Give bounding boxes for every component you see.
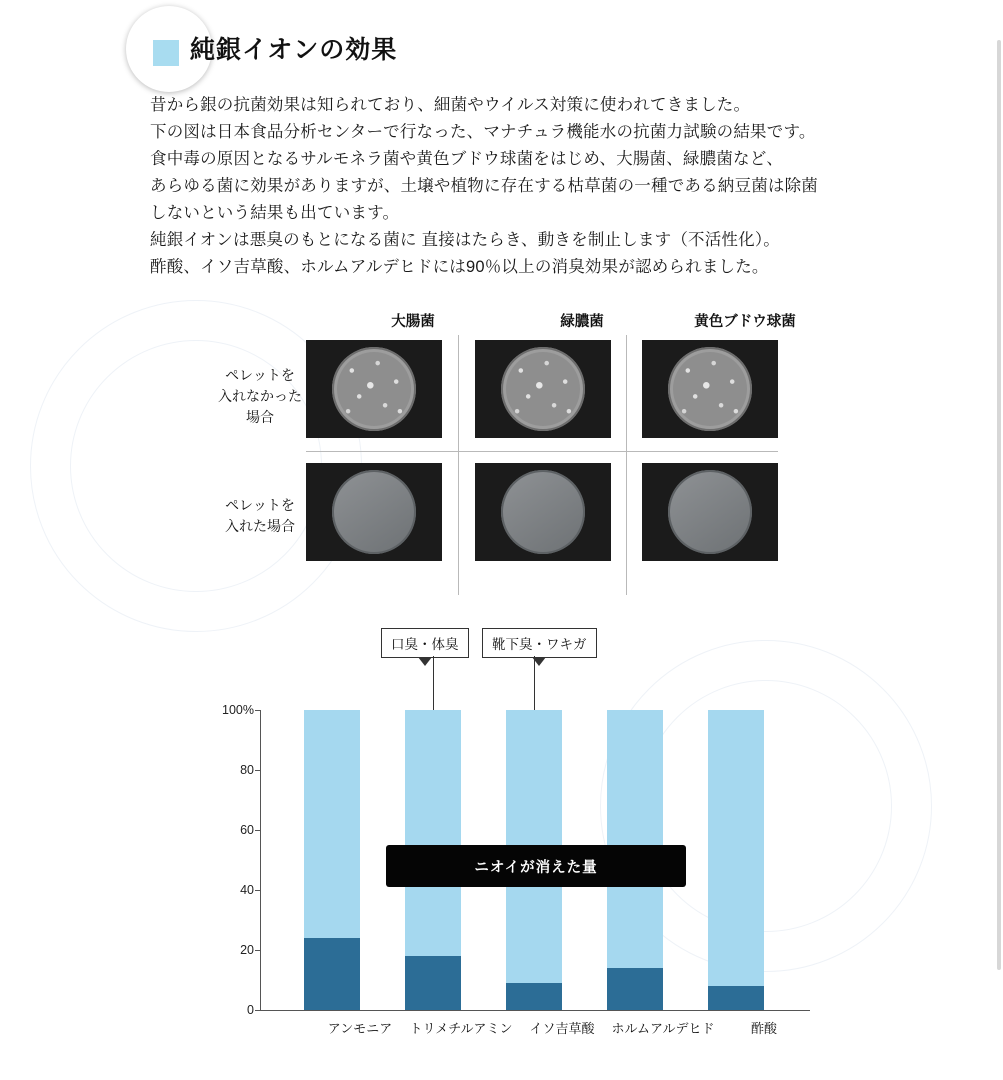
row-label-line: 場合	[246, 409, 274, 425]
chart-bar-segment-remaining	[607, 968, 663, 1010]
copy-line: 純銀イオンは悪臭のもとになる菌に 直接はたらき、動きを制止します（不活性化）。	[150, 231, 780, 249]
chart-y-tick-label: 40	[240, 883, 254, 897]
column-header-ecoli: 大腸菌	[391, 314, 435, 330]
annotation-leader-line	[433, 656, 434, 710]
petri-photo-pseudomonas-treated	[475, 463, 611, 561]
petri-photo-staph-untreated	[642, 340, 778, 438]
copy-line: 食中毒の原因となるサルモネラ菌や黄色ブドウ球菌をはじめ、大腸菌、緑膿菌など、	[150, 150, 784, 168]
chart-y-tick-mark	[255, 1010, 260, 1011]
copy-line: 下の図は日本食品分析センターで行なった、マナチュラ機能水の抗菌力試験の結果です。	[150, 123, 816, 141]
row-label-line: ペレットを	[225, 367, 295, 383]
petri-photo-ecoli-treated	[306, 463, 442, 561]
chart-callout-banner-label: ニオイが消えた量	[474, 859, 598, 876]
column-header-pseudomonas: 緑膿菌	[560, 314, 604, 330]
body-copy	[150, 92, 880, 281]
copy-line: 酢酸、イソ吉草酸、ホルムアルデヒドには90％以上の消臭効果が認められました。	[150, 258, 769, 276]
deodorization-bar-chart	[190, 620, 830, 1050]
chart-annotation-foot-odor	[482, 628, 597, 658]
chart-y-tick-mark	[255, 890, 260, 891]
chart-y-tick-label: 20	[240, 943, 254, 957]
scrollbar[interactable]	[997, 40, 1001, 970]
grid-divider	[626, 335, 627, 595]
row-label-line: ペレットを	[225, 497, 295, 513]
header-color-swatch	[153, 40, 179, 66]
grid-divider	[306, 451, 778, 452]
page-title: 純銀イオンの効果	[190, 36, 398, 64]
petri-dish-comparison-grid	[190, 305, 796, 534]
annotation-label: 口臭・体臭	[391, 637, 459, 652]
annotation-arrow-icon	[418, 657, 432, 666]
section-header	[0, 0, 1003, 96]
chart-bar-segment-remaining	[304, 938, 360, 1010]
petri-photo-staph-treated	[642, 463, 778, 561]
chart-x-axis	[260, 1010, 810, 1011]
chart-bar-segment-remaining	[405, 956, 461, 1010]
chart-y-tick-label: 60	[240, 823, 254, 837]
petri-photo-pseudomonas-untreated	[475, 340, 611, 438]
chart-bar-segment-remaining	[708, 986, 764, 1010]
chart-bar-segment-remaining	[506, 983, 562, 1010]
chart-y-tick-mark	[255, 710, 260, 711]
chart-y-tick-mark	[255, 770, 260, 771]
grid-divider	[458, 335, 459, 595]
chart-x-tick-label: 酢酸	[750, 1021, 777, 1036]
row-label-line: 入れた場合	[225, 518, 295, 534]
chart-x-tick-label: ホルムアルデヒド	[611, 1021, 715, 1036]
column-header-staph: 黄色ブドウ球菌	[694, 314, 796, 330]
copy-line: 昔から銀の抗菌効果は知られており、細菌やウイルス対策に使われてきました。	[150, 96, 751, 114]
chart-x-tick-label: イソ吉草酸	[529, 1021, 595, 1036]
chart-y-axis	[260, 710, 261, 1010]
copy-line: あらゆる菌に効果がありますが、土壌や植物に存在する枯草菌の一種である納豆菌は除菌	[150, 177, 818, 195]
chart-x-tick-label: トリメチルアミン	[409, 1021, 513, 1036]
grid-column-headers	[190, 305, 796, 335]
chart-y-tick-mark	[255, 830, 260, 831]
annotation-leader-line	[534, 656, 535, 710]
row-label-without-pellet	[200, 365, 320, 428]
copy-line: しないという結果も出ています。	[150, 204, 400, 222]
chart-y-tick-label: 80	[240, 763, 254, 777]
chart-bar-segment-removed	[708, 710, 764, 1010]
chart-y-tick-mark	[255, 950, 260, 951]
chart-y-tick-label: 100%	[222, 703, 254, 717]
chart-annotation-mouth-body-odor	[381, 628, 469, 658]
petri-photo-ecoli-untreated	[306, 340, 442, 438]
chart-y-tick-label: 0	[247, 1003, 254, 1017]
chart-callout-banner	[386, 845, 686, 887]
row-label-with-pellet	[200, 495, 320, 537]
row-label-line: 入れなかった	[218, 388, 302, 404]
annotation-label: 靴下臭・ワキガ	[492, 637, 587, 652]
chart-x-tick-label: アンモニア	[327, 1021, 393, 1036]
